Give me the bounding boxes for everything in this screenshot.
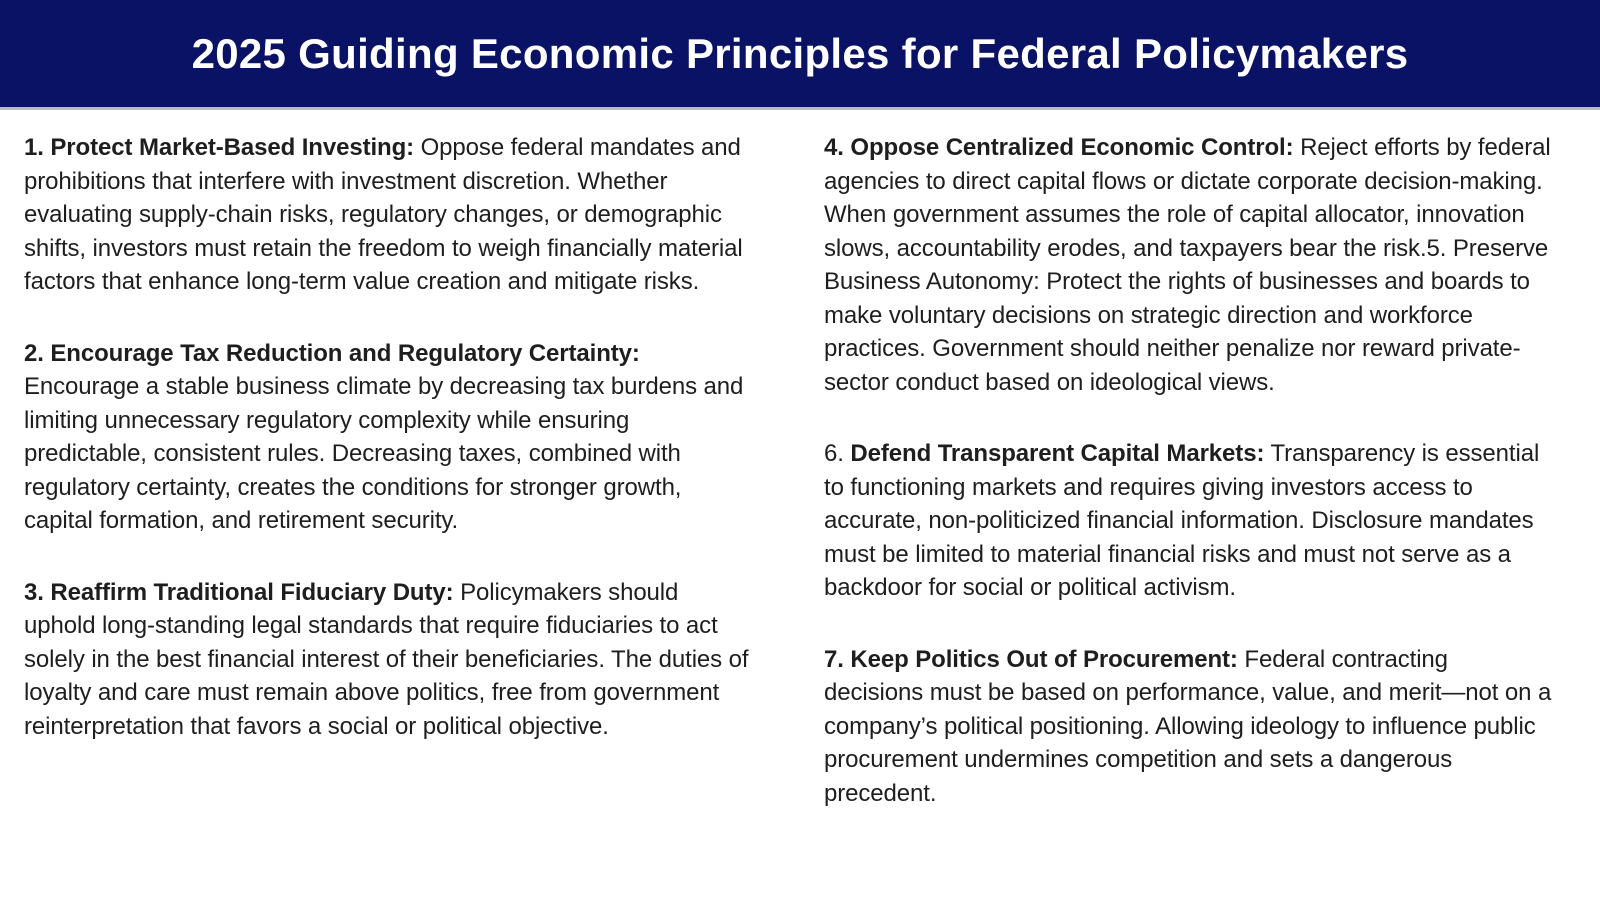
header-banner [0,0,1600,110]
principle-3 [24,576,752,744]
content-area [0,110,1600,810]
principle-6-text: Transparency is essential to functioning markets and requires giving investors access to accurate, non-politicized financial information. Disclosure mandates must be limited to material financial risks and must not serve as a backdoor for social or political activism. [824,440,1540,601]
principle-6 [824,437,1552,605]
principle-2-text: Encourage a stable business climate by decreasing tax burdens and limiting unnecessary regulatory complexity while ensuring predictable, consistent rules. Decreasing taxes, combined with regulatory certainty, creates the conditions for stronger growth, capital formation, and retirement security. [24,373,744,534]
principle-4-and-5 [824,131,1552,399]
principle-1-label: 1. Protect Market-Based Investing: [24,134,415,161]
principle-2-label: 2. Encourage Tax Reduction and Regulatory Certainty: [24,339,640,367]
principle-1-text: Oppose federal mandates and prohibitions that interfere with investment discretion. Whether evaluating supply-chain risks, regulatory changes, or demographic shifts, investors must retain the freedom to weigh financially material factors that enhance long-term value creation and mitigate risks. [24,134,743,295]
principle-4-label: 4. Oppose Centralized Economic Control: [824,134,1294,161]
principle-7 [824,643,1552,811]
principle-7-label: 7. Keep Politics Out of Procurement: [824,645,1238,673]
left-column [24,131,752,810]
principle-3-label: 3. Reaffirm Traditional Fiduciary Duty: [24,578,454,606]
right-column [824,131,1552,810]
principle-1 [24,131,752,299]
principle-3-text: Policymakers should uphold long-standing legal standards that require fiduciaries to act solely in the best financial interest of their beneficiaries. The duties of loyalty and care must remain above politics, free from government reinterpretation that favors a social or political objective. [24,578,749,740]
page-title: 2025 Guiding Economic Principles for Federal Policymakers [191,29,1409,77]
principle-6-number: 6. [824,440,851,467]
principle-6-label: Defend Transparent Capital Markets: [850,440,1265,467]
principle-7-text: Federal contracting decisions must be based on performance, value, and merit—not on a company’s political positioning. Allowing ideology to influence public procurement undermines competition and sets a dangerous precedent. [824,645,1552,807]
principle-4-text: Reject efforts by federal agencies to direct capital flows or dictate corporate decision-making. When government assumes the role of capital allocator, innovation slows, accountability erodes, and taxpayers bear the risk.5. Preserve Business Autonomy: Protect the rights of businesses and boards to make voluntary decisions on strategic direction and workforce practices. Government should neither penalize nor reward private-sector conduct based on ideological views. [824,134,1551,396]
principle-2 [24,337,752,538]
